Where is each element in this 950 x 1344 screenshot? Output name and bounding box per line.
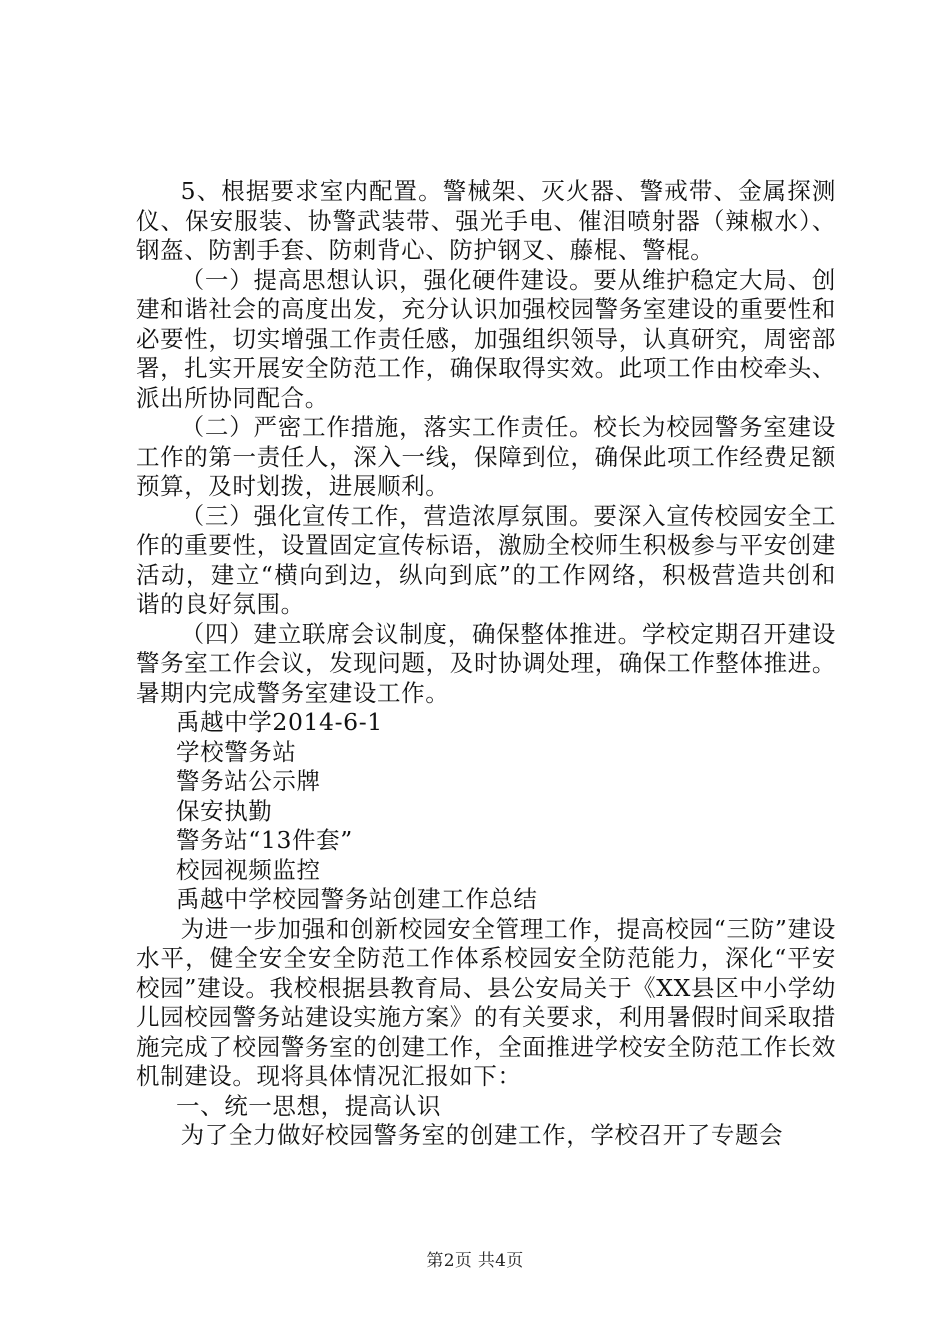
paragraph-summary-intro: 为进一步加强和创新校园安全管理工作，提高校园“三防”建设水平，健全安全安全防范工作体系校园安全防范能力，深化“平安校园”建设。我校根据县教育局、县公安局关于《XX县区中小学幼儿园校园警务站建设实施方案》的有关要求，利用暑假时间采取措施完成了校园警务室的创建工作，全面推进学校安全防范工作长效机制建设。现将具体情况汇报如下： [136, 914, 836, 1090]
paragraph-closing: 为了全力做好校园警务室的创建工作，学校召开了专题会 [180, 1121, 784, 1149]
paragraph-measure-1: （一）提高思想认识，强化硬件建设。要从维护稳定大局、创建和谐社会的高度出发，充分认识加强校园警务室建设的重要性和必要性，切实增强工作责任感，加强组织领导，认真研究，周密部署，扎实开展安全防范工作，确保取得实效。此项工作由校牵头、派出所协同配合。 [136, 265, 836, 412]
paragraph-measure-4: （四）建立联席会议制度，确保整体推进。学校定期召开建设警务室工作会议，发现问题，及时协调处理，确保工作整体推进。暑期内完成警务室建设工作。 [136, 619, 836, 707]
document-body [136, 177, 836, 1151]
page-footer: 第2页 共4页 [426, 1251, 524, 1271]
paragraph-measure-2: （二）严密工作措施，落实工作责任。校长为校园警务室建设工作的第一责任人，深入一线，保障到位，确保此项工作经费足额预算，及时划拨，进展顺利。 [136, 413, 836, 500]
paragraph-measure-3: （三）强化宣传工作，营造浓厚氛围。要深入宣传校园安全工作的重要性，设置固定宣传标语，激励全校师生积极参与平安创建活动，建立“横向到边，纵向到底”的工作网络，积极营造共创和谐的良好氛围。 [136, 501, 836, 618]
summary-title: 禹越中学校园警务站创建工作总结 [176, 885, 538, 913]
paragraph-equipment-list: 5、根据要求室内配置。警械架、灭火器、警戒带、金属探测仪、保安服装、协警武装带、强光手电、催泪喷射器（辣椒水）、钢盔、防割手套、防刺背心、防护钢叉、藤棍、警棍。 [136, 177, 836, 264]
signature-date-line: 禹越中学2014-6-1 [176, 708, 383, 736]
caption-line: 校园视频监控 [176, 855, 321, 884]
caption-line: 警务站“13件套” [176, 826, 353, 854]
caption-line: 学校警务站 [176, 737, 297, 766]
section-heading: 一、统一思想，提高认识 [176, 1091, 442, 1120]
caption-line: 警务站公示牌 [176, 767, 321, 795]
caption-line: 保安执勤 [176, 796, 273, 825]
